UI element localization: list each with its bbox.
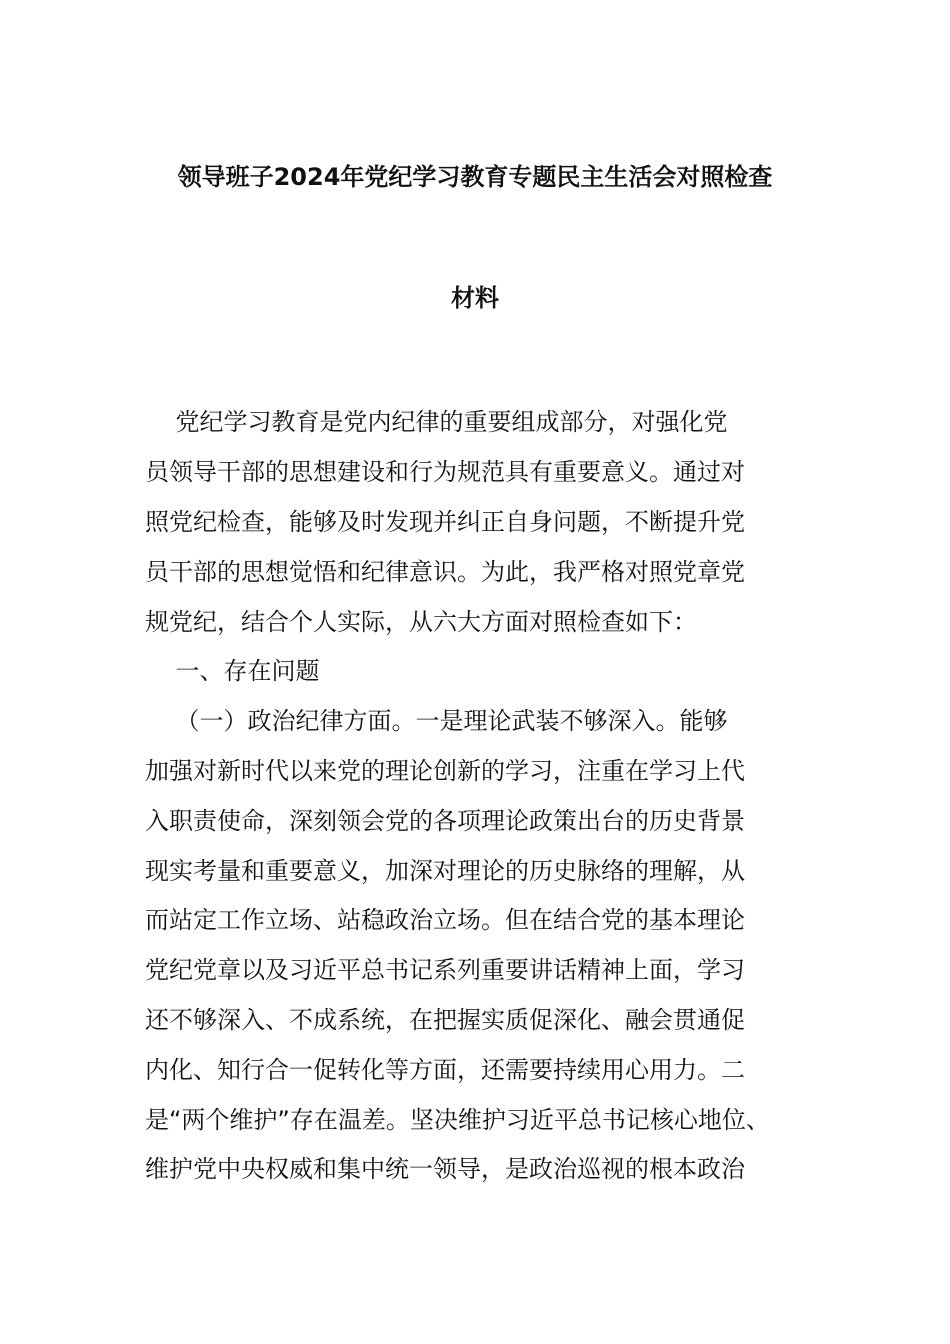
body-line: 加强对新时代以来党的理论创新的学习，注重在学习上代 [145,757,745,785]
body-line: 内化、知行合一促转化等方面，还需要持续用心用力。二 [145,1056,745,1084]
body-line: 现实考量和重要意义，加深对理论的历史脉络的理解，从 [145,857,745,885]
body-line: 入职责使命，深刻领会党的各项理论政策出台的历史背景 [145,807,745,835]
body-line: 还不够深入、不成系统，在把握实质促深化、融会贯通促 [145,1006,745,1034]
body-line: 规党纪，结合个人实际，从六大方面对照检查如下： [145,608,697,636]
body-line: （一）政治纪律方面。一是理论武装不够深入。能够 [145,707,728,735]
document-title-line-1: 领导班子2024年党纪学习教育专题民主生活会对照检查 [177,163,773,191]
body-line: 员领导干部的思想建设和行为规范具有重要意义。通过对 [145,458,745,486]
body-line: 党纪党章以及习近平总书记系列重要讲话精神上面，学习 [145,956,745,984]
body-line: 照党纪检查，能够及时发现并纠正自身问题，不断提升党 [145,508,745,536]
body-line: 维护党中央权威和集中统一领导，是政治巡视的根本政治 [145,1155,745,1183]
section-heading: 一、存在问题 [145,657,320,685]
document-title-line-2: 材料 [451,284,499,312]
body-line: 党纪学习教育是党内纪律的重要组成部分，对强化党 [145,408,728,436]
body-line: 而站定工作立场、站稳政治立场。但在结合党的基本理论 [145,906,745,934]
body-line: 员干部的思想觉悟和纪律意识。为此，我严格对照党章党 [145,558,745,586]
body-line: 是“两个维护”存在温差。坚决维护习近平总书记核心地位、 [145,1106,770,1134]
